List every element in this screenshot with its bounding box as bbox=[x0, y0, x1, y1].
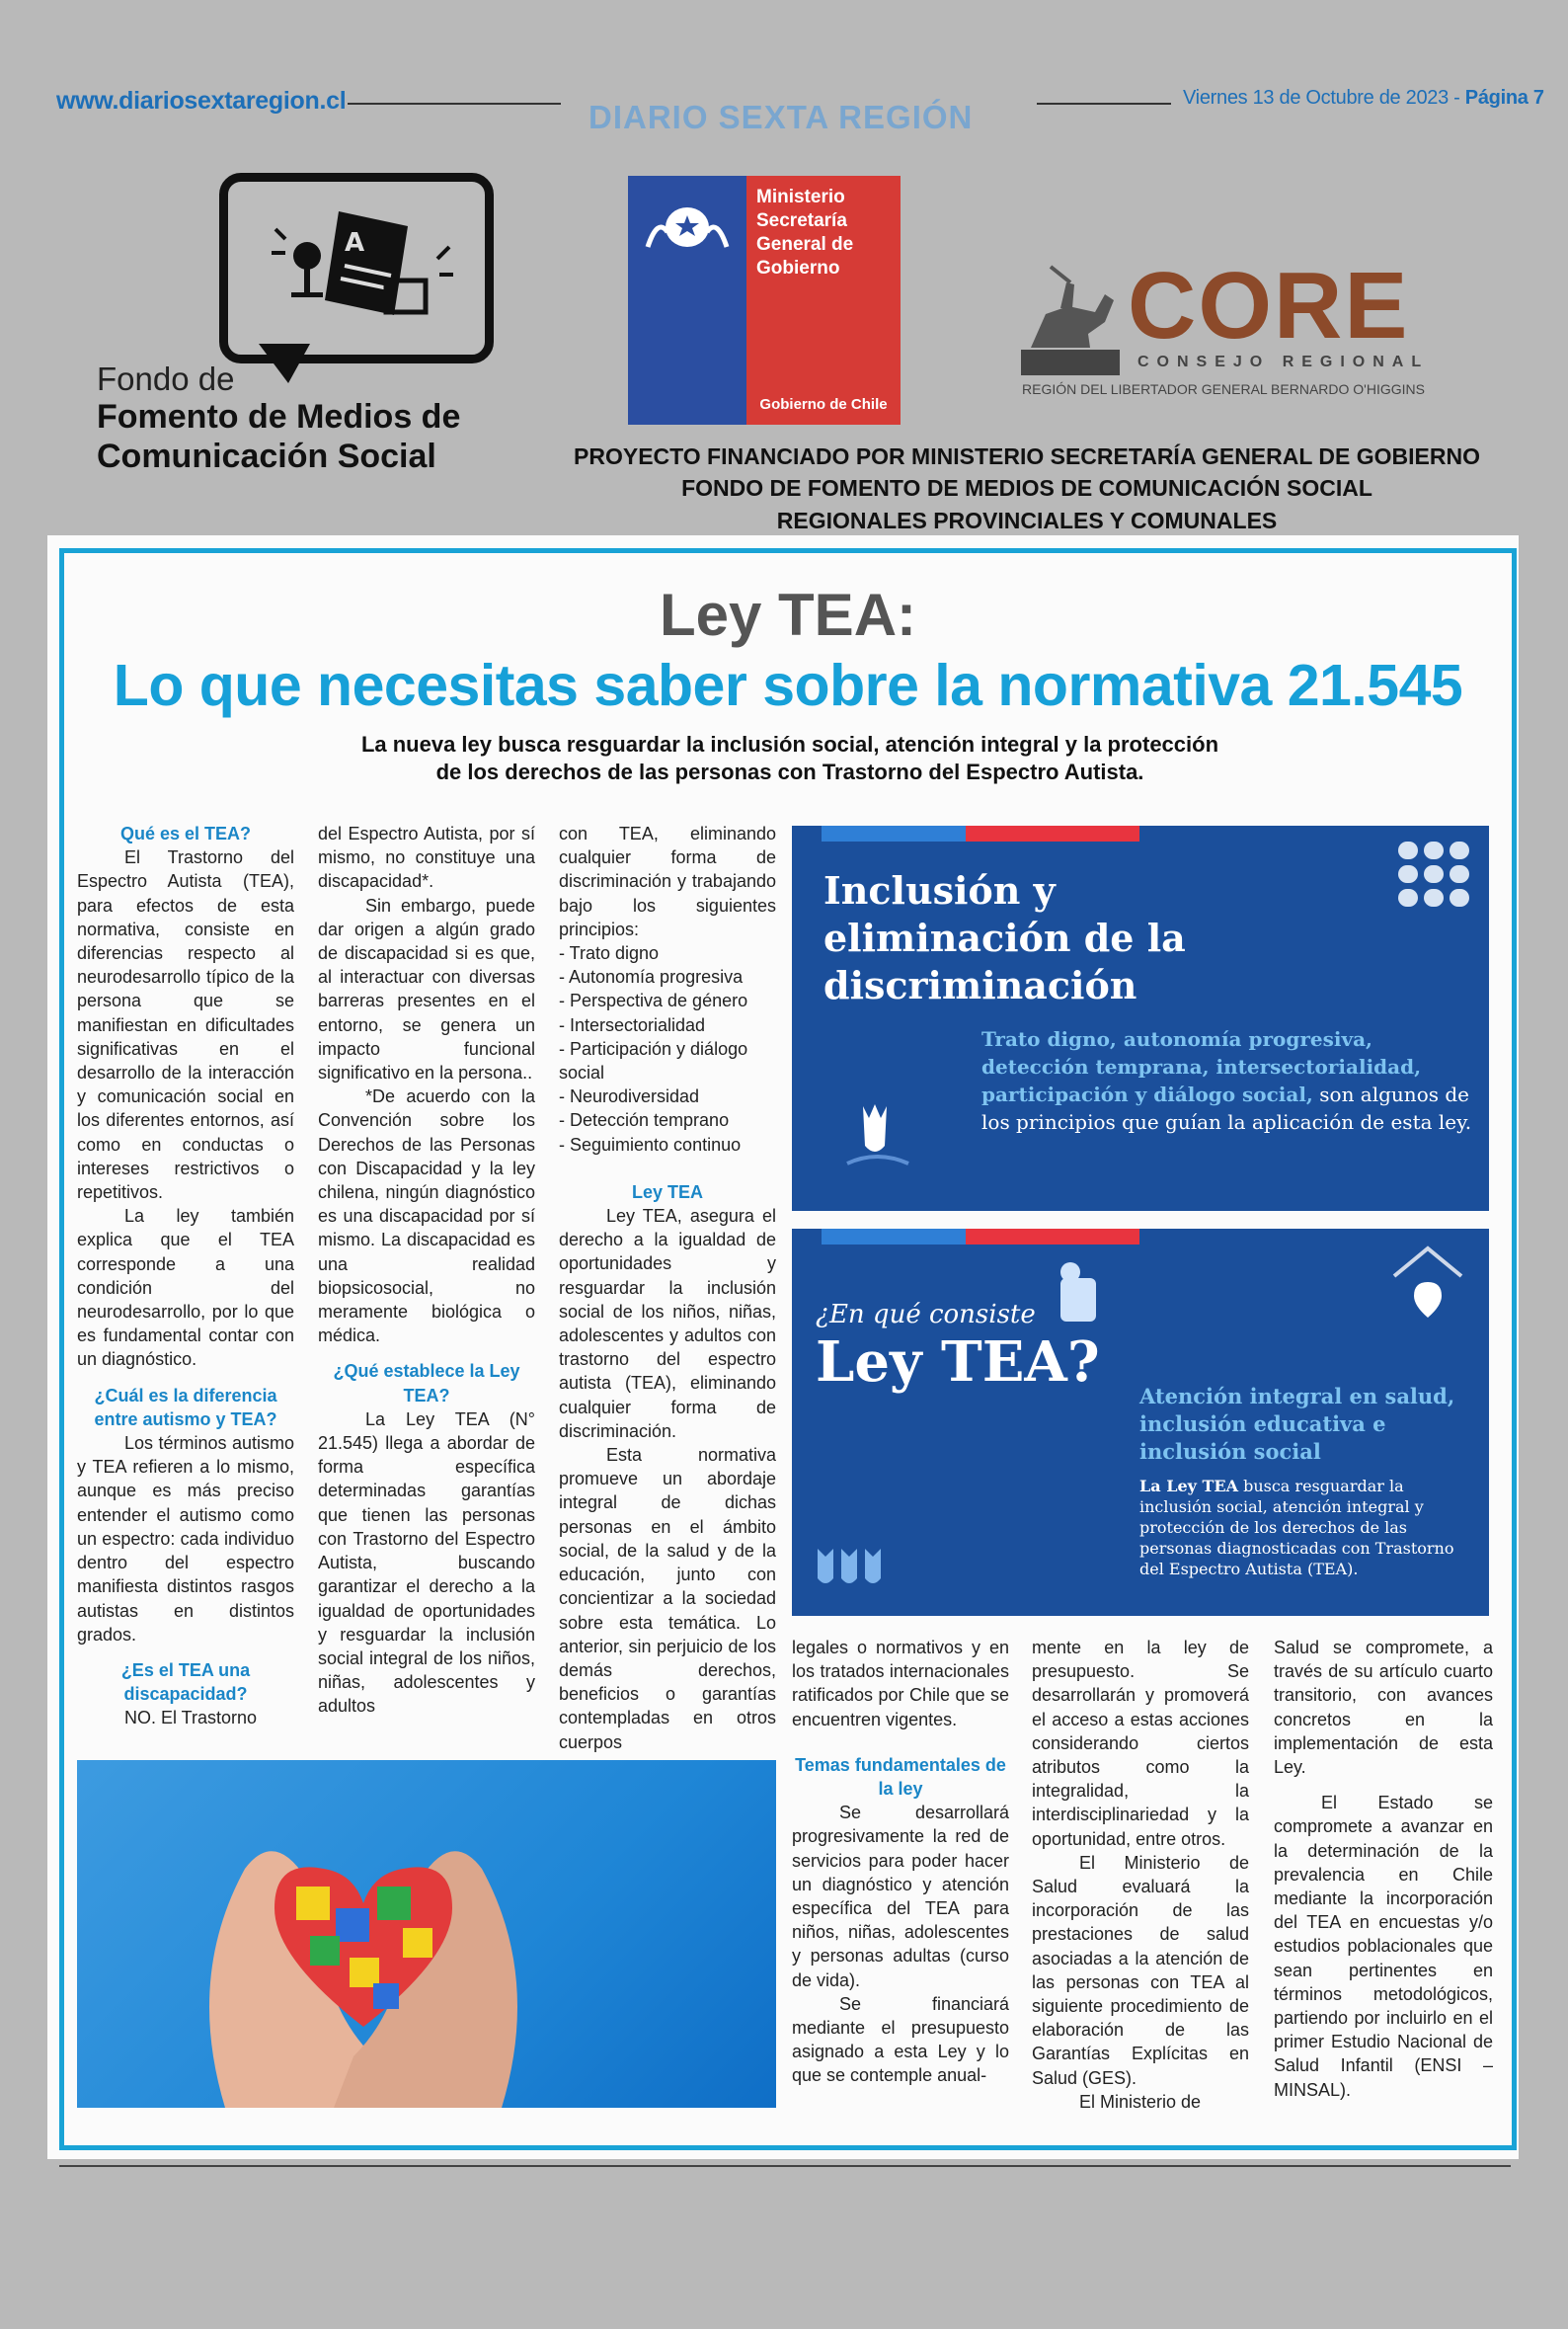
principles-list bbox=[559, 941, 776, 1157]
infographic1-title bbox=[823, 867, 1186, 1009]
core-logo-sub: CONSEJO REGIONAL bbox=[1137, 354, 1430, 370]
ley-tea-bold: La Ley TEA bbox=[1139, 1477, 1238, 1495]
article-kicker: Ley TEA: bbox=[659, 582, 917, 648]
paragraph: del Espectro Autista, por sí mismo, no constituye una discapacidad*. bbox=[318, 824, 535, 892]
article-title: Lo que necesitas saber sobre la normativa 21.545 bbox=[113, 653, 1463, 718]
fondo-logo-bubble bbox=[219, 173, 494, 363]
list-item: - Autonomía progresiva bbox=[559, 967, 744, 988]
infographic2-heading: Atención integral en salud, inclusión educativa e inclusión social bbox=[1139, 1384, 1455, 1464]
list-item: - Trato digno bbox=[559, 943, 660, 964]
header-rule-right bbox=[1037, 103, 1171, 105]
page-number: Página 7 bbox=[1464, 87, 1544, 109]
infographic2-body bbox=[1139, 1476, 1475, 1579]
article-deck bbox=[197, 731, 1382, 786]
paragraph: El Ministerio de Salud evaluará la incorporación de las prestaciones de salud asociadas a la atención de las personas con TEA al siguiente procedimiento de elaboración de las Garantías Explícitas en Salud (GES). bbox=[1032, 1852, 1249, 2088]
project-line-3: REGIONALES PROVINCIALES Y COMUNALES bbox=[776, 508, 1278, 533]
scroll-icon bbox=[1051, 1258, 1110, 1327]
svg-text:A: A bbox=[345, 228, 365, 258]
stripe-red bbox=[966, 826, 1139, 842]
paragraph: legales o normativos y en los tratados internacionales ratificados por Chile que se encuentren vigentes. bbox=[792, 1638, 1009, 1729]
principles-text: son algunos de los principios que guían la aplicación de esta ley. bbox=[981, 1083, 1472, 1134]
site-url[interactable]: www.diariosextaregion.cl bbox=[56, 87, 347, 115]
date-text: Viernes 13 de Octubre de 2023 - bbox=[1183, 87, 1460, 109]
fondo-logo-line3: Comunicación Social bbox=[97, 438, 436, 475]
gobierno-de-chile-label: Gobierno de Chile bbox=[759, 396, 888, 413]
core-logo-region: REGIÓN DEL LIBERTADOR GENERAL BERNARDO O'HIGGINS bbox=[1022, 381, 1425, 397]
infographic1-body bbox=[981, 1025, 1475, 1136]
paragraph: El Ministerio de bbox=[1079, 2091, 1202, 2112]
paragraph: Salud se compromete, a través de su artículo cuarto transitorio, con avances concretos en la implementación de esta Ley. bbox=[1274, 1638, 1493, 1778]
paragraph: Se financiará mediante el presupuesto asignado a esta Ley y lo que se contemple anual- bbox=[792, 1993, 1009, 2086]
infographic-ley-tea bbox=[792, 1229, 1489, 1616]
location-arrow-icon bbox=[1388, 1243, 1467, 1322]
paragraph: Se desarrollará progresivamente la red de servicios para poder hacer un diagnóstico y atención específica del TEA para niños, niñas, adolescentes y personas adultas (curso de vida). bbox=[792, 1803, 1009, 1990]
title-line: Inclusión y bbox=[823, 868, 1056, 913]
ministerio-line: Ministerio bbox=[756, 187, 845, 207]
article-column-5 bbox=[1032, 1636, 1249, 2114]
page-bottom-rule bbox=[59, 2165, 1511, 2167]
paper-name: DIARIO SEXTA REGIÓN bbox=[588, 99, 974, 135]
article-column-4 bbox=[792, 1636, 1009, 2088]
paragraph: *De acuerdo con la Convención sobre los Derechos de las Personas con Discapacidad y la ley chilena, ningún diagnóstico es una discapacidad por sí mismo. La discapacidad es una realidad biopsicosocial, no meramente biológica o médica. bbox=[318, 1086, 535, 1346]
microphone-newspaper-icon bbox=[228, 182, 485, 355]
title-line: eliminación de la bbox=[823, 916, 1186, 960]
stripe-blue bbox=[822, 1229, 966, 1245]
subhead-discapacidad: ¿Es el TEA una discapacidad? bbox=[120, 1659, 251, 1705]
paragraph: La ley también explica que el TEA corresponde a una condición del neurodesarrollo, por lo que es fundamental contar con un diagnóstico. bbox=[77, 1206, 294, 1370]
subhead-diferencia: ¿Cuál es la diferencia entre autismo y TEA? bbox=[94, 1385, 277, 1429]
paragraph: La Ley TEA (N° 21.545) llega a abordar de forma específica determinadas garantías que tienen las personas con Trastorno del Espectro Autista, buscando garantizar el derecho a la igualdad de oportunidades y resguardar la inclusión social integral de los niños, niñas, adolescentes y adultos bbox=[318, 1408, 535, 1717]
title-line: discriminación bbox=[823, 963, 1137, 1007]
list-item: - Neurodiversidad bbox=[559, 1086, 700, 1107]
fondo-logo-line2: Fomento de Medios de bbox=[97, 398, 461, 436]
article-column-2 bbox=[318, 822, 535, 1719]
paragraph: Sin embargo, puede dar origen a algún grado de discapacidad si es que, al interactuar con diversas barreras presentes en el entorno, se genera un impacto funcional significativo en la persona.. bbox=[318, 895, 535, 1084]
paragraph: mente en la ley de presupuesto. Se desarrollarán y promoverá el acceso a estas acciones considerando ciertos atributos como la integralidad, la interdisciplinariedad y la oportunidad, entre otros. bbox=[1032, 1638, 1249, 1849]
ministerio-red-block bbox=[746, 176, 901, 425]
header-rule-left bbox=[348, 103, 561, 105]
list-item: - Detección temprano bbox=[559, 1110, 730, 1131]
chile-coat-of-arms-icon bbox=[628, 188, 746, 267]
subhead-que-es-tea: Qué es el TEA? bbox=[119, 824, 252, 843]
list-item: - Perspectiva de género bbox=[559, 991, 748, 1011]
paragraph: con TEA, eliminando cualquier forma de discriminación y trabajando bajo los siguientes principios: bbox=[559, 824, 776, 939]
stripe-blue bbox=[822, 826, 966, 842]
fondo-logo-line1: Fondo de bbox=[97, 361, 235, 397]
article-column-3 bbox=[559, 822, 776, 1754]
article-column-1 bbox=[77, 822, 294, 1730]
principles-highlight: Trato digno, autonomía progresiva, detección temprana, intersectorialidad, participación y diálogo social, bbox=[981, 1027, 1422, 1106]
stripe-red bbox=[966, 1229, 1139, 1245]
infographic2-text: busca resguardar la inclusión social, atención integral y protección de los derechos de las personas diagnosticadas con Trastorno del Espectro Autista (TEA). bbox=[1139, 1477, 1454, 1578]
subhead-ley-tea: Ley TEA bbox=[631, 1181, 704, 1202]
project-line-1: PROYECTO FINANCIADO POR MINISTERIO SECRETARÍA GENERAL DE GOBIERNO bbox=[574, 443, 1480, 469]
ministerio-line: Secretaría bbox=[756, 210, 847, 231]
hands-puzzle-heart-photo bbox=[77, 1760, 776, 2108]
list-item: - Seguimiento continuo bbox=[559, 1134, 742, 1155]
paragraph: NO. El Trastorno bbox=[124, 1708, 258, 1728]
core-logo-word: CORE bbox=[1128, 253, 1410, 359]
dots-decoration bbox=[1398, 842, 1473, 907]
issue-date bbox=[1183, 87, 1544, 110]
ministerio-blue-block bbox=[628, 176, 746, 425]
infographic-inclusion bbox=[792, 826, 1489, 1211]
article-column-6 bbox=[1274, 1636, 1493, 2102]
paragraph: El Estado se compromete a avanzar en la determinación de la prevalencia en Chile mediante la incorporación del TEA en encuestas y/o estudios poblacionales que sean pertinentes en términos metodológicos, partiendo por incluirlo en el primer Estudio Nacional de Salud Infantil (ENSI – MINSAL). bbox=[1274, 1793, 1493, 2100]
list-item: - Participación y diálogo social bbox=[559, 1038, 748, 1084]
fondo-logo-tail bbox=[259, 344, 310, 383]
shapes-decoration-icon bbox=[812, 1543, 891, 1592]
ministerio-logo bbox=[628, 176, 901, 425]
ministerio-line: General de bbox=[756, 234, 854, 255]
deck-line: de los derechos de las personas con Trastorno del Espectro Autista. bbox=[435, 760, 1144, 784]
paragraph: Los términos autismo y TEA refieren a lo mismo, aunque es más preciso entender el autismo como un espectro: cada individuo dentro del espectro manifiesta distintos rasgos autistas en distintos grados. bbox=[77, 1433, 294, 1645]
ministerio-name bbox=[756, 186, 853, 281]
paragraph: Ley TEA, asegura el derecho a la igualdad de oportunidades y resguardar la inclusión social de los niños, niñas, adolescentes y adultos con trastorno del espectro autista (TEA), eliminando cualquier forma de discriminación. bbox=[559, 1206, 776, 1441]
ministerio-line: Gobierno bbox=[756, 258, 840, 279]
list-item: - Intersectorialidad bbox=[559, 1014, 706, 1035]
hands-puzzle-heart-icon bbox=[77, 1760, 776, 2108]
infographic2-question: ¿En qué consiste bbox=[816, 1300, 1036, 1329]
subhead-temas-fundamentales: Temas fundamentales de la ley bbox=[795, 1754, 1006, 1800]
paragraph: El Trastorno del Espectro Autista (TEA), para efectos de esta normativa, consiste en diferencias respecto al neurodesarrollo típico de la persona que se manifiestan en dificultades significativas en el desarrollo de la interacción y comunicación social en los diferentes entornos, así como en conductas o intereses restrictivos o repetitivos. bbox=[77, 847, 294, 1203]
subhead-que-establece: ¿Qué establece la Ley TEA? bbox=[333, 1361, 520, 1405]
paragraph: Esta normativa promueve un abordaje integral de dichas personas en el ámbito social, de la salud y de la educación, junto con concientizar a la sociedad sobre esta temática. Lo anterior, sin perjuicio de los demás derechos, beneficios o garantías contempladas en otros cuerpos bbox=[559, 1445, 776, 1752]
horseman-statue-icon bbox=[1011, 265, 1130, 377]
project-line-2: FONDO DE FOMENTO DE MEDIOS DE COMUNICACIÓN SOCIAL bbox=[681, 475, 1372, 501]
deck-line: La nueva ley busca resguardar la inclusión social, atención integral y la protección bbox=[360, 732, 1219, 757]
leaf-wave-icon bbox=[843, 1096, 912, 1175]
infographic2-title: Ley TEA? bbox=[816, 1329, 1100, 1395]
